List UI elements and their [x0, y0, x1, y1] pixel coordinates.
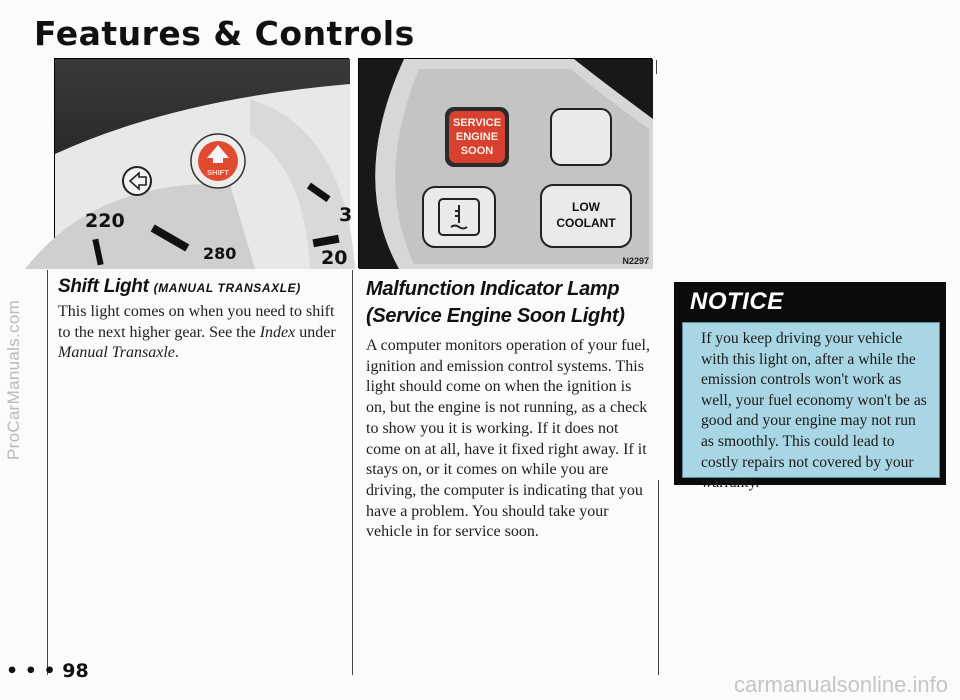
shift-light-text-2: under [295, 323, 336, 341]
low-coolant-label-line2: COOLANT [556, 216, 616, 230]
service-label-line3: SOON [460, 145, 494, 157]
shift-light-index-ref: Index [259, 323, 296, 341]
column-divider-left [47, 270, 48, 675]
watermark-bottom: carmanualsonline.info [733, 672, 948, 697]
page-title: Features & Controls [34, 14, 415, 53]
page-number [6, 660, 89, 682]
instrument-cluster-illustration [55, 59, 353, 269]
shift-light-manual-ref: Manual Transaxle [58, 344, 175, 362]
service-label-line1: SERVICE [452, 117, 502, 129]
blank-lamp [551, 109, 611, 165]
malfunction-heading-line1: Malfunction Indicator Lamp [366, 278, 620, 300]
shift-light-text-1: This light comes on when you need to shift to the next higher gear. See the [58, 303, 335, 341]
shift-light-photo [54, 58, 353, 269]
page-number-value: 98 [62, 660, 89, 682]
shift-light-heading [58, 276, 301, 298]
low-coolant-label-line1: LOW [572, 200, 600, 214]
shift-light-body [58, 302, 348, 364]
gauge-label-280: 280 [203, 244, 237, 263]
warning-lamps-illustration [359, 59, 653, 269]
page-number-dots: • • • [6, 660, 56, 682]
notice-text: If you keep driving your vehicle with this light on, after a while the emission controls won't work as well, your fuel economy won't be as good and your engine may not run as smoothly. This could lead to costly repairs not covered by your warranty. [682, 322, 940, 478]
service-engine-photo [358, 58, 652, 268]
shift-lamp-label: SHIFT [207, 168, 229, 177]
malfunction-body: A computer monitors operation of your fuel, ignition and emission control systems. This light should come on when the ignition is on, but the engine is not running, as a check to show you it is working. If it does not come on at all, have it fixed right away. If it stays on, or it comes on while you are driving, the computer is indicating that you have a problem. You should take your vehicle in for service soon. [366, 337, 650, 541]
photo-code: N2297 [622, 256, 649, 266]
gauge-label-3: 3 [339, 204, 353, 226]
malfunction-heading [366, 276, 625, 330]
watermark-left: ProCarManuals.com [4, 299, 23, 461]
gauge-label-220: 220 [85, 210, 125, 232]
shift-light-text-3: . [174, 344, 179, 362]
divider-top [656, 60, 657, 74]
notice-box [674, 282, 946, 492]
column-divider-right [658, 480, 659, 675]
column-divider-middle [352, 270, 353, 675]
notice-title: NOTICE [690, 288, 784, 315]
shift-light-title: Shift Light [58, 276, 149, 297]
gauge-label-20: 20 [321, 247, 348, 269]
shift-light-subtitle: (MANUAL TRANSAXLE) [153, 281, 301, 295]
service-label-line2: ENGINE [455, 131, 499, 143]
malfunction-heading-line2: (Service Engine Soon Light) [366, 305, 625, 327]
